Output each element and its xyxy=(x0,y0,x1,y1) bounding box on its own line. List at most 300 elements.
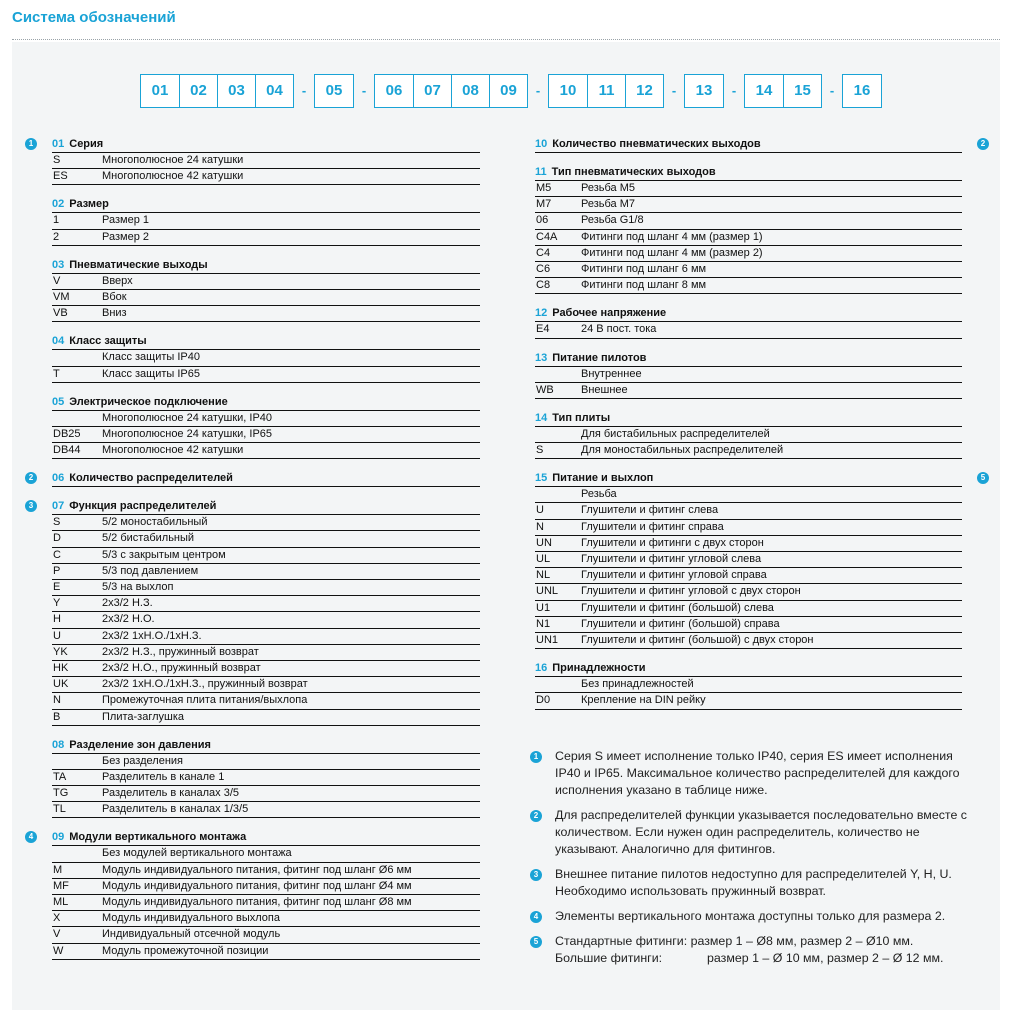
option-row xyxy=(52,786,480,802)
option-description: Фитинги под шланг 4 мм (размер 1) xyxy=(581,230,763,243)
option-row xyxy=(535,552,962,568)
option-row xyxy=(535,584,962,600)
option-description: Вниз xyxy=(102,307,127,320)
code-cell: 15 xyxy=(783,75,821,107)
section-heading xyxy=(52,258,480,274)
option-code: B xyxy=(53,710,61,723)
option-description: Внешнее xyxy=(581,383,628,396)
section-heading xyxy=(52,471,480,487)
section-number: 07 xyxy=(52,500,65,513)
option-description: Глушители и фитинг угловой слева xyxy=(581,553,762,565)
option-row xyxy=(535,536,962,552)
option-code: C xyxy=(53,548,61,561)
option-row xyxy=(535,246,962,262)
section-note-marker: 2 xyxy=(25,472,37,484)
section-05 xyxy=(52,395,480,460)
code-group xyxy=(744,74,822,108)
option-code: N xyxy=(53,694,61,707)
section-heading xyxy=(535,306,962,322)
option-description: Многополюсное 42 катушки xyxy=(102,170,244,183)
option-description: Промежуточная плита питания/выхлопа xyxy=(102,694,308,707)
code-separator: - xyxy=(829,83,835,98)
option-row xyxy=(52,290,480,306)
footnote-label: Большие фитинги: xyxy=(555,951,663,965)
option-code: N xyxy=(536,520,544,533)
option-code xyxy=(52,846,102,861)
section-title: Класс защиты xyxy=(69,335,147,348)
section-15 xyxy=(535,471,962,649)
option-code xyxy=(535,677,581,692)
option-description: 2x3/2 Н.О. xyxy=(102,613,155,626)
footnote xyxy=(530,807,980,858)
option-row xyxy=(52,548,480,564)
section-13 xyxy=(535,351,962,399)
code-separator: - xyxy=(301,83,307,98)
footnote xyxy=(530,866,980,900)
option-code: D0 xyxy=(536,694,551,707)
code-cell: 01 xyxy=(151,82,169,99)
option-code: H xyxy=(53,613,61,626)
footnote-marker: 3 xyxy=(530,869,542,881)
option-description: Вбок xyxy=(102,290,127,303)
option-description: Модуль индивидуального выхлопа xyxy=(102,912,280,925)
section-02 xyxy=(52,197,480,245)
option-row xyxy=(535,633,962,649)
option-row xyxy=(535,677,962,693)
section-title: Модули вертикального монтажа xyxy=(69,831,247,844)
option-code xyxy=(52,411,102,426)
option-code: VM xyxy=(53,290,70,303)
option-code xyxy=(535,427,581,442)
option-code: P xyxy=(53,564,61,577)
footnote-marker: 5 xyxy=(530,936,542,948)
option-row xyxy=(52,944,480,960)
code-cell: 12 xyxy=(625,75,663,107)
option-description: Глушители и фитинг (большой) слева xyxy=(581,601,774,614)
option-description: Плита-заглушка xyxy=(102,710,185,723)
code-cell: 11 xyxy=(587,75,625,107)
option-description: 5/3 с закрытым центром xyxy=(102,548,226,561)
code-group xyxy=(374,74,528,108)
option-description: Глушители и фитинг справа xyxy=(581,520,724,533)
code-cell: 07 xyxy=(413,75,451,107)
section-heading xyxy=(535,137,962,153)
option-description: Фитинги под шланг 4 мм (размер 2) xyxy=(581,246,763,259)
code-separator: - xyxy=(731,83,737,98)
option-row xyxy=(52,677,480,693)
option-description: Резьба G1/8 xyxy=(581,214,644,227)
option-row xyxy=(535,568,962,584)
option-code: 1 xyxy=(53,214,60,227)
option-row xyxy=(52,661,480,677)
option-row xyxy=(52,427,480,443)
option-code: UL xyxy=(536,553,551,565)
code-group xyxy=(684,74,724,108)
option-code: TL xyxy=(53,803,66,816)
option-row xyxy=(52,515,480,531)
option-code: 2 xyxy=(53,230,60,243)
section-title: Размер xyxy=(69,198,109,211)
option-code: ML xyxy=(53,896,69,908)
footnote-line xyxy=(555,950,980,967)
option-row xyxy=(52,306,480,322)
option-code: UNL xyxy=(536,585,559,598)
option-description: 2x3/2 Н.З. xyxy=(102,597,153,610)
section-number: 10 xyxy=(535,138,548,150)
option-code xyxy=(52,754,102,769)
option-code: DB44 xyxy=(53,444,81,457)
section-09 xyxy=(52,830,480,959)
section-heading xyxy=(52,137,480,153)
option-code: TA xyxy=(53,770,67,783)
option-description: Модуль индивидуального питания, фитинг под шланг Ø8 мм xyxy=(102,896,412,908)
option-row xyxy=(535,383,962,399)
option-code: T xyxy=(53,367,60,380)
option-code xyxy=(535,487,581,502)
section-number: 13 xyxy=(535,351,548,364)
code-separator: - xyxy=(535,83,541,98)
option-row xyxy=(52,846,480,862)
option-row xyxy=(535,601,962,617)
option-code: UN xyxy=(536,536,552,549)
footnote-text xyxy=(555,748,980,799)
option-code: YK xyxy=(53,645,68,658)
option-description: 5/2 моностабильный xyxy=(102,516,208,529)
page-title: Система обозначений xyxy=(12,9,176,26)
option-row xyxy=(535,443,962,459)
section-number: 12 xyxy=(535,307,548,320)
footnote-line: Для распределителей функции указывается последовательно вместе с количеством. Если нужен один распределитель, количество не указывают. Аналогично для фитингов. xyxy=(555,808,967,856)
option-row xyxy=(52,754,480,770)
option-row xyxy=(52,863,480,879)
footnote-text xyxy=(555,807,980,858)
section-heading xyxy=(52,830,480,846)
section-04 xyxy=(52,334,480,382)
section-heading xyxy=(535,471,962,487)
option-description: Глушители и фитинг угловой с двух сторон xyxy=(581,585,801,598)
footnote-value: размер 1 – Ø 10 мм, размер 2 – Ø 12 мм. xyxy=(707,951,944,965)
section-number: 16 xyxy=(535,662,548,675)
option-description: Внутреннее xyxy=(581,367,642,380)
option-description: Резьба xyxy=(581,488,617,501)
section-number: 01 xyxy=(52,138,65,150)
option-code: NL xyxy=(536,569,551,582)
code-cell: 14 xyxy=(755,82,773,99)
section-number: 06 xyxy=(52,472,65,485)
option-code: C4A xyxy=(536,230,558,243)
section-14 xyxy=(535,411,962,459)
option-description: 2x3/2 1хН.О./1хН.З., пружинный возврат xyxy=(102,678,308,691)
option-description: Фитинги под шланг 8 мм xyxy=(581,279,707,292)
option-row xyxy=(535,230,962,246)
option-code: X xyxy=(53,912,61,925)
option-description: Размер 1 xyxy=(102,214,149,227)
footnote-text xyxy=(555,866,980,900)
footnote-line: Внешнее питание пилотов недоступно для распределителей Y, H, U. Необходимо использовать пружинный возврат. xyxy=(555,867,952,898)
option-row xyxy=(52,213,480,229)
option-code: Y xyxy=(53,597,61,610)
option-code xyxy=(52,350,102,365)
option-row xyxy=(52,564,480,580)
option-row xyxy=(535,693,962,709)
section-06 xyxy=(52,471,480,487)
option-row xyxy=(535,487,962,503)
footnotes xyxy=(530,748,980,975)
option-description: Модуль промежуточной позиции xyxy=(102,944,269,957)
section-number: 09 xyxy=(52,831,65,844)
option-row xyxy=(52,230,480,246)
section-note-marker: 5 xyxy=(977,472,989,484)
option-code: S xyxy=(53,154,61,166)
option-row xyxy=(535,322,962,338)
option-description: Резьба M7 xyxy=(581,198,636,211)
section-heading xyxy=(535,165,962,181)
section-title: Пневматические выходы xyxy=(69,258,208,271)
section-title: Тип плиты xyxy=(552,411,611,424)
code-cell: 04 xyxy=(255,75,293,107)
footnote-line: Элементы вертикального монтажа доступны только для размера 2. xyxy=(555,909,946,923)
code-cell: 02 xyxy=(179,75,217,107)
option-code: WB xyxy=(536,383,554,396)
option-code: M5 xyxy=(536,182,552,194)
section-title: Рабочее напряжение xyxy=(552,307,667,320)
option-description: Класс защиты IP40 xyxy=(102,351,200,364)
option-description: Фитинги под шланг 6 мм xyxy=(581,262,707,275)
footnote-line: Серия S имеет исполнение только IP40, серия ES имеет исполнения IP40 и IP65. Максимальное количество распределителей для каждого исполнения указано в таблице ниже. xyxy=(555,749,960,797)
option-code: TG xyxy=(53,787,69,800)
option-description: 24 В пост. тока xyxy=(581,323,657,336)
code-separator: - xyxy=(361,83,367,98)
section-number: 11 xyxy=(535,166,547,178)
option-description: Класс защиты IP65 xyxy=(102,367,200,380)
option-row xyxy=(52,274,480,290)
code-group xyxy=(314,74,354,108)
section-title: Принадлежности xyxy=(552,662,646,675)
section-12 xyxy=(535,306,962,338)
option-code: VB xyxy=(53,307,68,320)
option-row xyxy=(52,710,480,726)
option-description: 2x3/2 Н.З., пружинный возврат xyxy=(102,645,259,658)
option-row xyxy=(535,262,962,278)
section-10 xyxy=(535,137,962,153)
option-description: Без разделения xyxy=(102,754,183,767)
option-row xyxy=(52,367,480,383)
option-row xyxy=(535,213,962,229)
option-code: HK xyxy=(53,661,69,674)
section-heading xyxy=(535,411,962,427)
footnote-text xyxy=(555,908,980,925)
section-title: Серия xyxy=(69,138,104,150)
code-group xyxy=(140,74,294,108)
option-description: Многополюсное 24 катушки, IP40 xyxy=(102,411,273,424)
section-heading xyxy=(52,499,480,515)
section-note-marker: 1 xyxy=(25,138,37,150)
code-cell: 10 xyxy=(559,82,577,99)
option-code: C8 xyxy=(536,279,551,292)
footnote-marker: 2 xyxy=(530,810,542,822)
option-description: Модуль индивидуального питания, фитинг под шланг Ø6 мм xyxy=(102,863,412,876)
section-16 xyxy=(535,661,962,709)
option-description: 2x3/2 Н.О., пружинный возврат xyxy=(102,661,261,674)
option-row xyxy=(52,927,480,943)
section-title: Электрическое подключение xyxy=(69,395,228,408)
section-title: Разделение зон давления xyxy=(69,738,211,751)
option-code: 06 xyxy=(536,214,549,227)
option-code: N1 xyxy=(536,617,551,630)
option-row xyxy=(52,879,480,895)
section-heading xyxy=(52,738,480,754)
section-note-marker: 3 xyxy=(25,500,37,512)
option-code: U1 xyxy=(536,601,551,614)
section-11 xyxy=(535,165,962,294)
footnote-line: Стандартные фитинги: размер 1 – Ø8 мм, размер 2 – Ø10 мм. xyxy=(555,934,914,948)
option-description: 2x3/2 1хН.О./1хН.З. xyxy=(102,629,202,642)
option-code: E4 xyxy=(536,323,550,336)
option-row xyxy=(535,427,962,443)
option-row xyxy=(52,169,480,185)
option-row xyxy=(52,580,480,596)
section-03 xyxy=(52,258,480,323)
footnote xyxy=(530,908,980,925)
option-code: W xyxy=(53,944,64,957)
option-code: C6 xyxy=(536,262,551,275)
option-row xyxy=(52,693,480,709)
option-row xyxy=(535,278,962,294)
section-heading xyxy=(535,351,962,367)
code-cell: 13 xyxy=(695,82,713,99)
option-description: Многополюсное 42 катушки xyxy=(102,444,244,457)
section-07 xyxy=(52,499,480,725)
code-cell: 08 xyxy=(451,75,489,107)
code-cell: 03 xyxy=(217,75,255,107)
footnote xyxy=(530,748,980,799)
order-code-scheme xyxy=(140,74,882,108)
section-number: 15 xyxy=(535,472,548,485)
option-code: C4 xyxy=(536,246,551,259)
option-description: 5/3 на выхлоп xyxy=(102,581,174,593)
section-title: Тип пневматических выходов xyxy=(551,166,716,178)
section-heading xyxy=(52,334,480,350)
option-row xyxy=(535,503,962,519)
option-row xyxy=(52,531,480,547)
section-title: Количество распределителей xyxy=(69,472,233,485)
option-row xyxy=(535,367,962,383)
option-code: ES xyxy=(53,170,68,183)
option-code: D xyxy=(53,532,61,545)
option-description: Без принадлежностей xyxy=(581,678,694,691)
section-heading xyxy=(535,661,962,677)
option-code: V xyxy=(53,274,61,287)
option-row xyxy=(52,443,480,459)
option-row xyxy=(52,895,480,911)
option-description: Разделитель в каналах 1/3/5 xyxy=(102,803,249,816)
option-description: Разделитель в канале 1 xyxy=(102,770,225,783)
code-cell: 05 xyxy=(325,82,343,99)
section-number: 04 xyxy=(52,335,65,348)
option-description: Глушители и фитинги с двух сторон xyxy=(581,536,764,549)
option-code: S xyxy=(53,516,61,529)
option-row xyxy=(52,153,480,169)
section-note-marker: 4 xyxy=(25,831,37,843)
footnote-marker: 1 xyxy=(530,751,542,763)
option-description: Для бистабильных распределителей xyxy=(581,427,770,440)
code-cell: 09 xyxy=(489,75,527,107)
option-description: Без модулей вертикального монтажа xyxy=(102,847,292,860)
option-code: DB25 xyxy=(53,427,81,440)
option-description: Разделитель в каналах 3/5 xyxy=(102,787,240,800)
footnote-text xyxy=(555,933,980,967)
option-row xyxy=(535,617,962,633)
section-heading xyxy=(52,395,480,411)
option-description: 5/3 под давлением xyxy=(102,564,199,577)
option-row xyxy=(52,911,480,927)
section-number: 05 xyxy=(52,395,65,408)
right-column xyxy=(535,137,962,722)
option-code: U xyxy=(536,504,544,517)
option-code xyxy=(535,367,581,382)
option-description: Крепление на DIN рейку xyxy=(581,694,706,707)
option-description: Размер 2 xyxy=(102,230,149,243)
option-row xyxy=(52,411,480,427)
code-group xyxy=(842,74,882,108)
option-description: Для моностабильных распределителей xyxy=(581,444,784,457)
section-heading xyxy=(52,197,480,213)
option-row xyxy=(52,350,480,366)
option-code: E xyxy=(53,581,61,593)
section-08 xyxy=(52,738,480,819)
option-row xyxy=(52,629,480,645)
section-number: 02 xyxy=(52,198,65,211)
section-title: Функция распределителей xyxy=(69,500,217,513)
option-description: Резьба M5 xyxy=(581,182,636,194)
left-column xyxy=(52,137,480,972)
option-row xyxy=(52,596,480,612)
option-description: Индивидуальный отсечной модуль xyxy=(102,928,281,941)
title-divider xyxy=(12,39,1000,40)
option-description: Глушители и фитинг слева xyxy=(581,504,719,517)
code-cell: 16 xyxy=(853,82,871,99)
code-cell: 06 xyxy=(385,82,403,99)
option-description: Многополюсное 24 катушки, IP65 xyxy=(102,427,273,440)
section-number: 08 xyxy=(52,738,65,751)
section-number: 03 xyxy=(52,258,65,271)
section-number: 14 xyxy=(535,411,548,424)
code-group xyxy=(548,74,664,108)
option-row xyxy=(535,197,962,213)
section-title: Питание пилотов xyxy=(552,351,647,364)
option-description: Многополюсное 24 катушки xyxy=(102,154,244,166)
option-code: S xyxy=(536,444,544,457)
option-description: Глушители и фитинг (большой) справа xyxy=(581,617,780,630)
option-code: V xyxy=(53,928,61,941)
option-code: M7 xyxy=(536,198,552,211)
footnote-marker: 4 xyxy=(530,911,542,923)
option-code: UN1 xyxy=(536,633,559,646)
option-description: 5/2 бистабильный xyxy=(102,532,195,545)
option-row xyxy=(535,181,962,197)
option-row xyxy=(52,770,480,786)
section-01 xyxy=(52,137,480,185)
option-code: UK xyxy=(53,678,69,691)
section-title: Количество пневматических выходов xyxy=(552,138,761,150)
option-row xyxy=(535,520,962,536)
code-separator: - xyxy=(671,83,677,98)
option-code: U xyxy=(53,629,61,642)
option-row xyxy=(52,802,480,818)
option-description: Модуль индивидуального питания, фитинг под шланг Ø4 мм xyxy=(102,879,412,892)
section-title: Питание и выхлоп xyxy=(552,472,654,485)
option-row xyxy=(52,645,480,661)
